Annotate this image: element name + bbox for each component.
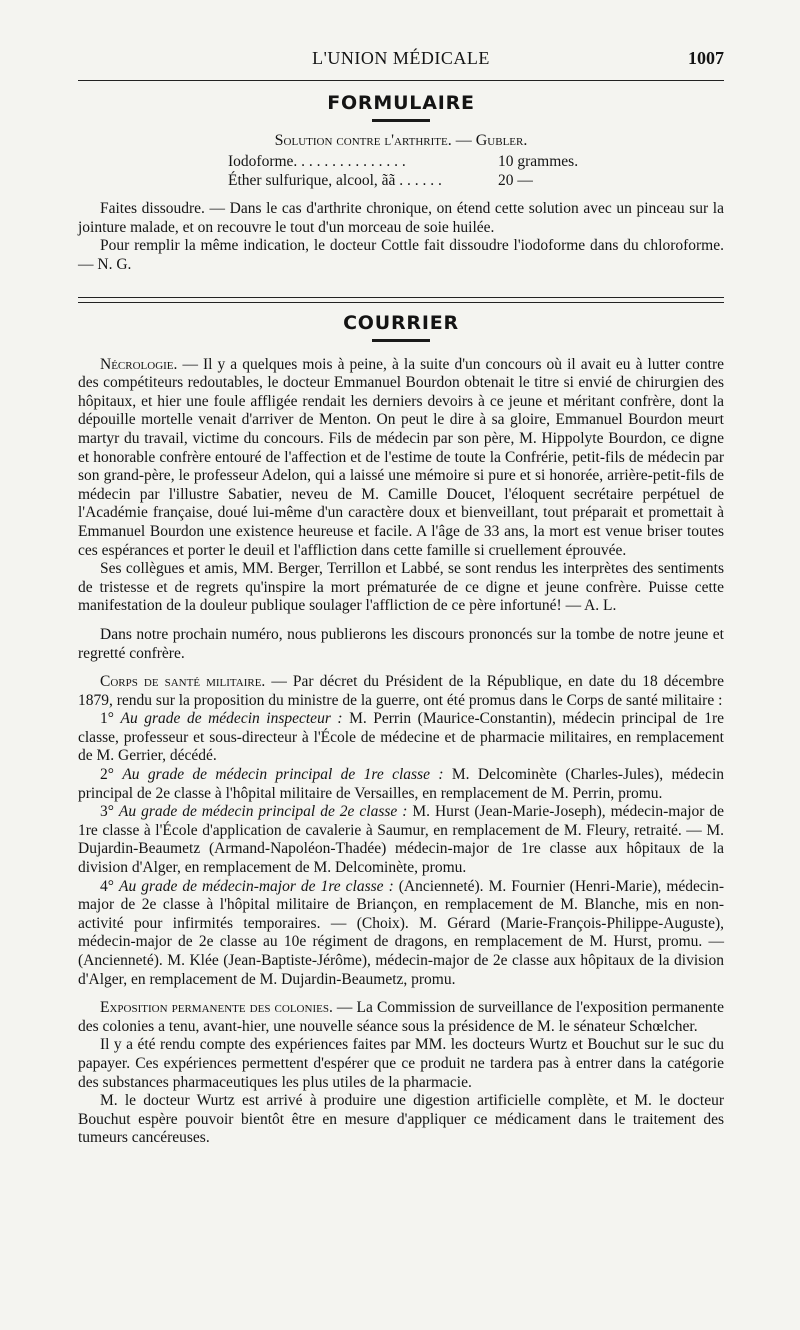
necrologie-paragraph: [78, 356, 724, 561]
colleagues-paragraph: Ses collègues et amis, MM. Berger, Terrillon et Labbé, se sont rendus les interprètes des sentiments de tristesse et de regrets qu'inspire la mort prématurée de ce digne et jeune confrère. Puisse cette manifestation de la douleur publique soulager l'affliction de ce père infortuné! — A. L.: [78, 560, 724, 615]
grade-number: 4°: [100, 877, 114, 895]
ingredient-name: Iodoforme. . . . . . . . . . . . . . .: [228, 153, 406, 171]
corps-text: — Par décret du Président de la République, en date du 18 décembre 1879, rendu sur la proposition du ministre de la guerre, ont été promus dans le Corps de santé militaire :: [78, 673, 724, 709]
necrologie-text: — Il y a quelques mois à peine, à la suite d'un concours où il avait eu à lutter contre des compétiteurs redoutables, le docteur Emmanuel Bourdon obtenait le titre si envié de chirurgien des hôpitaux, et hier une foule affligée rendait les derniers devoirs à ce jeune et méritant confrère, dont la dépouille mortelle venait d'arriver de Menton. On peut le dire à sa gloire, Emmanuel Bourdon meurt martyr du travail, victime du concours. Fils de médecin par son père, M. Hippolyte Bourdon, ce digne et honorable confrère entouré de l'affection et de l'estime de toute la Confrérie, petit-fils de médecin par son grand-père, le professeur Adelon, qui a laissé une mémoire si pure et si honorée, arrière-petit-fils de médecin par l'illustre Sabatier, neveu de M. Camille Doucet, l'éloquent secrétaire perpétuel de l'Académie française, doué lui-même d'un caractère doux et bienveillant, tout préparait et promettait à Emmanuel Bourdon une existence heureuse et facile. A l'âge de 33 ans, la mort est venue briser toutes ces espérances et porter le deuil et l'affliction dans cette famille si cruellement éprouvée.: [78, 355, 724, 559]
formulaire-paragraph: Pour remplir la même indication, le docteur Cottle fait dissoudre l'iodoforme dans du chloroforme. — N. G.: [78, 237, 724, 273]
grade-label: Au grade de médecin-major de 1re classe :: [118, 877, 394, 895]
grade-text: M. Delcominète (Charles-Jules), médecin principal de 2e classe à l'hôpital militaire de Versailles, en remplacement de M. Perrin, promu.: [78, 766, 724, 802]
courrier-title-rule: [372, 339, 430, 342]
corps-label: Corps de santé militaire.: [100, 673, 266, 691]
grade-label: Au grade de médecin principal de 1re classe :: [122, 766, 444, 784]
ingredient-name: Éther sulfurique, alcool, ãã . . . . . .: [228, 172, 442, 190]
exposition-paragraph: [78, 999, 724, 1036]
grade-paragraph: [78, 878, 724, 990]
formulaire-title: FORMULAIRE: [327, 92, 475, 114]
exposition-label: Exposition permanente des colonies.: [100, 999, 333, 1017]
section-divider: [78, 297, 724, 303]
grade-paragraph: [78, 710, 724, 766]
recipe-heading: Solution contre l'arthrite. — Gubler.: [274, 131, 528, 149]
header-rule: [78, 80, 724, 81]
grade-paragraph: [78, 766, 724, 803]
wurtz-paragraph: Il y a été rendu compte des expériences faites par MM. les docteurs Wurtz et Bouchut sur le suc du papayer. Ces expériences permettent d'espérer que ce produit ne tardera pas à entrer dans la catégorie des substances pharmaceutiques les plus utiles de la pharmacie.: [78, 1036, 724, 1091]
grade-label: Au grade de médecin principal de 2e classe :: [118, 803, 408, 821]
grade-number: 3°: [100, 803, 114, 821]
formulaire-section: [78, 94, 724, 275]
courrier-title: COURRIER: [343, 312, 459, 334]
grade-text: M. Perrin (Maurice-Constantin), médecin principal de 1re classe, professeur et sous-directeur à l'École de médecine et de pharmacie militaires, en remplacement de M. Gerrier, décédé.: [78, 710, 724, 765]
exposition-text: — La Commission de surveillance de l'exposition permanente des colonies a tenu, avant-hier, une nouvelle séance sous la présidence de M. le sénateur Schœlcher.: [78, 999, 724, 1035]
grade-text: (Ancienneté). M. Fournier (Henri-Marie), médecin-major de 2e classe à l'hôpital militaire de Briançon, en remplacement de M. Blanche, mis en non-activité pour infirmités temporaires. — (Choix). M. Gérard (Marie-François-Philippe-Auguste), médecin-major de 2e classe au 10e régiment de dragons, en remplacement de M. Hurst, promu. — (Ancienneté). M. Klée (Jean-Baptiste-Jérôme), médecin-major de 2e classe aux hôpitaux de la division d'Alger, en remplacement de M. Dujardin-Beaumetz, promu.: [78, 877, 724, 988]
next-issue-paragraph: Dans notre prochain numéro, nous publierons les discours prononcés sur la tombe de notre jeune et regretté confrère.: [78, 625, 724, 662]
recipe-row: [228, 152, 608, 171]
recipe-row: [228, 171, 608, 190]
formulaire-paragraph: Faites dissoudre. — Dans le cas d'arthrite chronique, on étend cette solution avec un pinceau sur la jointure malade, et on recouvre le tout d'un morceau de soie huilée.: [78, 200, 724, 236]
grade-number: 1°: [100, 710, 114, 728]
running-title: L'UNION MÉDICALE: [312, 48, 490, 68]
grade-number: 2°: [100, 766, 114, 784]
grade-label: Au grade de médecin inspecteur :: [120, 710, 343, 728]
digestion-paragraph: M. le docteur Wurtz est arrivé à produire une digestion artificielle complète, et M. le docteur Bouchut espère pouvoir bientôt être en mesure d'appliquer ce médicament dans le traitement des tumeurs cancéreuses.: [78, 1092, 724, 1147]
courrier-section: [78, 314, 724, 1148]
grade-text: M. Hurst (Jean-Marie-Joseph), médecin-major de 1re classe à l'École d'application de cavalerie à Saumur, en remplacement de M. Fleury, retraité. — M. Dujardin-Beaumetz (Armand-Napoléon-Thadée) médecin-major de 1re classe aux hôpitaux de la division d'Alger, en remplacement de M. Delcominète, promu.: [78, 803, 725, 877]
formulaire-title-rule: [372, 119, 430, 122]
ingredient-qty: 20 —: [498, 172, 533, 190]
corps-paragraph: [78, 673, 724, 710]
necrologie-label: Nécrologie.: [100, 355, 178, 373]
ingredient-qty: 10 grammes.: [498, 153, 579, 171]
grade-paragraph: [78, 803, 724, 877]
running-head: [78, 48, 724, 72]
recipe-list: [228, 152, 608, 190]
page-number: 1007: [688, 48, 724, 68]
